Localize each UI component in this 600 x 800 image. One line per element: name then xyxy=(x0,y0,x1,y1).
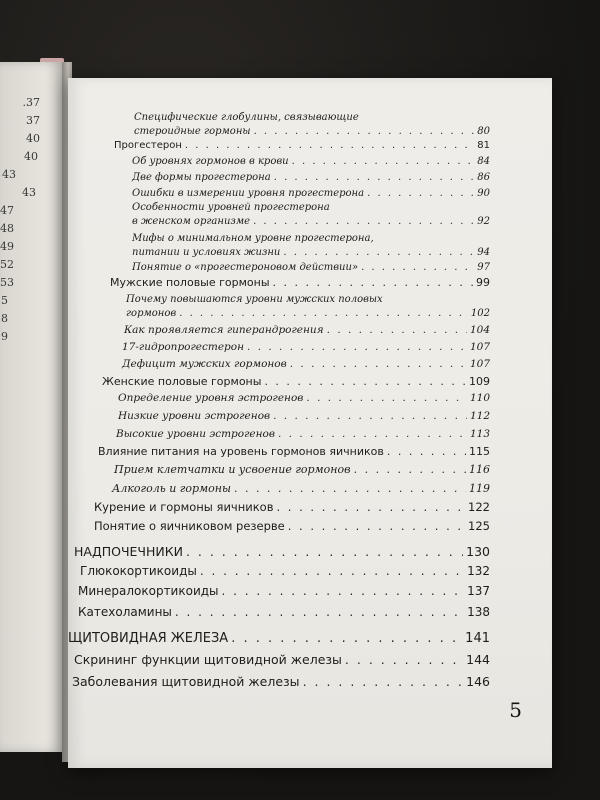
left-page-number: 49 xyxy=(0,240,14,253)
left-page-number: 53 xyxy=(0,276,14,289)
toc-leader-dots xyxy=(345,652,463,667)
toc-leader-dots xyxy=(200,564,464,578)
toc-page-number: 81 xyxy=(477,140,490,151)
left-page-number: 48 xyxy=(0,222,14,235)
toc-leader-dots xyxy=(278,428,467,440)
toc-leader-dots xyxy=(247,341,467,353)
toc-entry-text: Мужские половые гормоны xyxy=(110,276,270,289)
toc-entry-text: Прием клетчатки и усвоение гормонов xyxy=(114,463,351,476)
toc-leader-dots xyxy=(175,605,464,619)
toc-entry-text: в женском организме xyxy=(132,216,251,227)
toc-leader-dots xyxy=(288,519,465,533)
toc-page-number: 86 xyxy=(477,172,490,183)
toc-entry-text: Об уровнях гормонов в крови xyxy=(132,156,289,167)
toc-entry xyxy=(132,216,490,227)
toc-entry xyxy=(122,358,490,370)
toc-leader-dots xyxy=(179,308,468,319)
toc-page-number: 97 xyxy=(477,262,490,273)
toc-leader-dots xyxy=(303,674,464,689)
toc-leader-dots xyxy=(264,375,466,388)
toc-entry-text: Дефицит мужских гормонов xyxy=(122,358,287,370)
toc-entry-text: Курение и гормоны яичников xyxy=(94,500,274,514)
toc-page-number: 92 xyxy=(477,216,490,227)
toc-entry-text: Понятие о яичниковом резерве xyxy=(94,519,285,533)
left-page-number: 52 xyxy=(0,258,14,271)
toc-entry xyxy=(124,324,490,336)
toc-entry xyxy=(94,519,490,533)
toc-entry xyxy=(112,482,490,495)
toc-section-heading xyxy=(74,544,490,559)
toc-page-number: 94 xyxy=(477,247,490,258)
toc-entry xyxy=(132,262,490,273)
toc-leader-dots xyxy=(254,126,475,137)
toc-entry xyxy=(126,308,490,319)
toc-entry-text: Катехоламины xyxy=(78,605,172,619)
toc-entry xyxy=(132,188,490,199)
toc-leader-dots xyxy=(276,500,465,514)
toc-entry-text: ЩИТОВИДНАЯ ЖЕЛЕЗА xyxy=(68,631,229,646)
toc-entry xyxy=(78,584,490,598)
toc-entry xyxy=(110,276,490,289)
toc-leader-dots xyxy=(361,262,474,273)
toc-entry-text: Алкоголь и гормоны xyxy=(112,482,231,495)
left-page-number: 40 xyxy=(26,132,40,145)
toc-entry xyxy=(116,428,490,440)
toc-leader-dots xyxy=(253,216,474,227)
toc-entry xyxy=(114,463,490,476)
toc-page-number: 104 xyxy=(469,324,490,336)
toc-page-number: 102 xyxy=(470,308,490,319)
toc-leader-dots xyxy=(274,172,475,183)
toc-entry-text: Заболевания щитовидной железы xyxy=(72,674,300,689)
toc-entry-text: Особенности уровней прогестерона xyxy=(132,202,330,213)
toc-page-number: 112 xyxy=(469,410,490,422)
toc-entry-text: Высокие уровни эстрогенов xyxy=(116,428,275,440)
toc-entry-text: Две формы прогестерона xyxy=(132,172,271,183)
toc-entry-text: гормонов xyxy=(126,308,177,319)
toc-leader-dots xyxy=(273,276,473,289)
toc-leader-dots xyxy=(186,544,463,559)
toc-page-number: 125 xyxy=(468,519,490,533)
toc-leader-dots xyxy=(231,631,462,646)
left-page-number: 8 xyxy=(1,312,8,325)
toc-entry xyxy=(118,392,490,404)
toc-leader-dots xyxy=(367,188,474,199)
toc-entry-text: Определение уровня эстрогенов xyxy=(118,392,304,404)
toc-entry xyxy=(122,341,490,353)
toc-page-number: 90 xyxy=(477,188,490,199)
toc-entry-text: Глюкокортикоиды xyxy=(80,564,197,578)
toc-leader-dots xyxy=(273,410,467,422)
toc-entry-text: Женские половые гормоны xyxy=(102,375,262,388)
left-page-number: 9 xyxy=(1,330,8,343)
toc-entry-text: питании и условиях жизни xyxy=(132,247,281,258)
toc-entry-text: Как проявляется гиперандрогения xyxy=(124,324,324,336)
toc-entry xyxy=(114,140,490,151)
toc-leader-dots xyxy=(387,445,466,458)
toc-page-number: 132 xyxy=(467,564,490,578)
toc-page-number: 110 xyxy=(469,392,490,404)
toc-entry-text: 17-гидропрогестерон xyxy=(122,341,245,353)
left-page-number: 43 xyxy=(2,168,16,181)
toc-page-number: 137 xyxy=(467,584,490,598)
left-page-number: 37 xyxy=(26,114,40,127)
toc-page-number: 122 xyxy=(468,500,490,514)
left-page-number: 5 xyxy=(1,294,8,307)
toc-entry xyxy=(80,564,490,578)
toc-entry-text: НАДПОЧЕЧНИКИ xyxy=(74,544,183,559)
toc-leader-dots xyxy=(306,392,467,404)
toc-leader-dots xyxy=(354,463,466,476)
toc-entry xyxy=(94,500,490,514)
toc-page-number: 119 xyxy=(469,482,490,495)
toc-page-number: 130 xyxy=(466,544,490,559)
toc-leader-dots xyxy=(292,156,475,167)
left-page-number: 47 xyxy=(0,204,14,217)
toc-entry xyxy=(72,674,490,689)
toc-page-number: 107 xyxy=(469,341,490,353)
toc-entry-text: Понятие о «прогестероновом действии» xyxy=(132,262,359,273)
toc-leader-dots xyxy=(222,584,465,598)
left-page-number: 43 xyxy=(22,186,36,199)
toc-page-number: 109 xyxy=(469,375,490,388)
toc-leader-dots xyxy=(290,358,467,370)
left-page-number: .37 xyxy=(22,96,40,109)
toc-leader-dots xyxy=(327,324,467,336)
toc-page-number: 146 xyxy=(466,674,490,689)
toc-entry xyxy=(78,605,490,619)
toc-entry xyxy=(118,410,490,422)
toc-leader-dots xyxy=(185,140,474,151)
toc-section-heading xyxy=(68,631,490,646)
toc-page-number: 113 xyxy=(469,428,490,440)
left-facing-page xyxy=(0,62,64,752)
toc-page-number: 144 xyxy=(466,652,490,667)
toc-entry-text: Специфические глобулины, связывающие xyxy=(134,112,359,123)
toc-entry-text: Низкие уровни эстрогенов xyxy=(118,410,271,422)
toc-entry xyxy=(98,445,490,458)
toc-page-number: 138 xyxy=(467,605,490,619)
toc-entry-text: стероидные гормоны xyxy=(134,126,251,137)
table-of-contents-page xyxy=(68,78,552,768)
toc-entry xyxy=(132,247,490,258)
toc-page-number: 80 xyxy=(477,126,490,137)
toc-entry xyxy=(102,375,490,388)
toc-page-number: 84 xyxy=(477,156,490,167)
toc-entry xyxy=(74,652,490,667)
left-page-number: 40 xyxy=(24,150,38,163)
toc-entry-text: Минералокортикоиды xyxy=(78,584,219,598)
toc-page-number: 116 xyxy=(469,463,490,476)
page-number: 5 xyxy=(509,698,522,722)
toc-page-number: 115 xyxy=(469,445,490,458)
toc-entry-text: Мифы о минимальном уровне прогестерона, xyxy=(132,233,374,244)
toc-page-number: 107 xyxy=(469,358,490,370)
toc-entry-text: Прогестерон xyxy=(114,140,182,151)
toc-leader-dots xyxy=(234,482,466,495)
toc-entry-text: Почему повышаются уровни мужских половых xyxy=(126,294,383,305)
toc-entry xyxy=(134,126,490,137)
toc-leader-dots xyxy=(283,247,474,258)
toc-page-number: 141 xyxy=(465,631,490,646)
toc-entry xyxy=(132,156,490,167)
toc-entry-text: Ошибки в измерении уровня прогестерона xyxy=(132,188,365,199)
toc-page-number: 99 xyxy=(476,276,490,289)
toc-entry-text: Влияние питания на уровень гормонов яичников xyxy=(98,445,384,458)
toc-entry xyxy=(132,172,490,183)
toc-entry-text: Скрининг функции щитовидной железы xyxy=(74,652,342,667)
